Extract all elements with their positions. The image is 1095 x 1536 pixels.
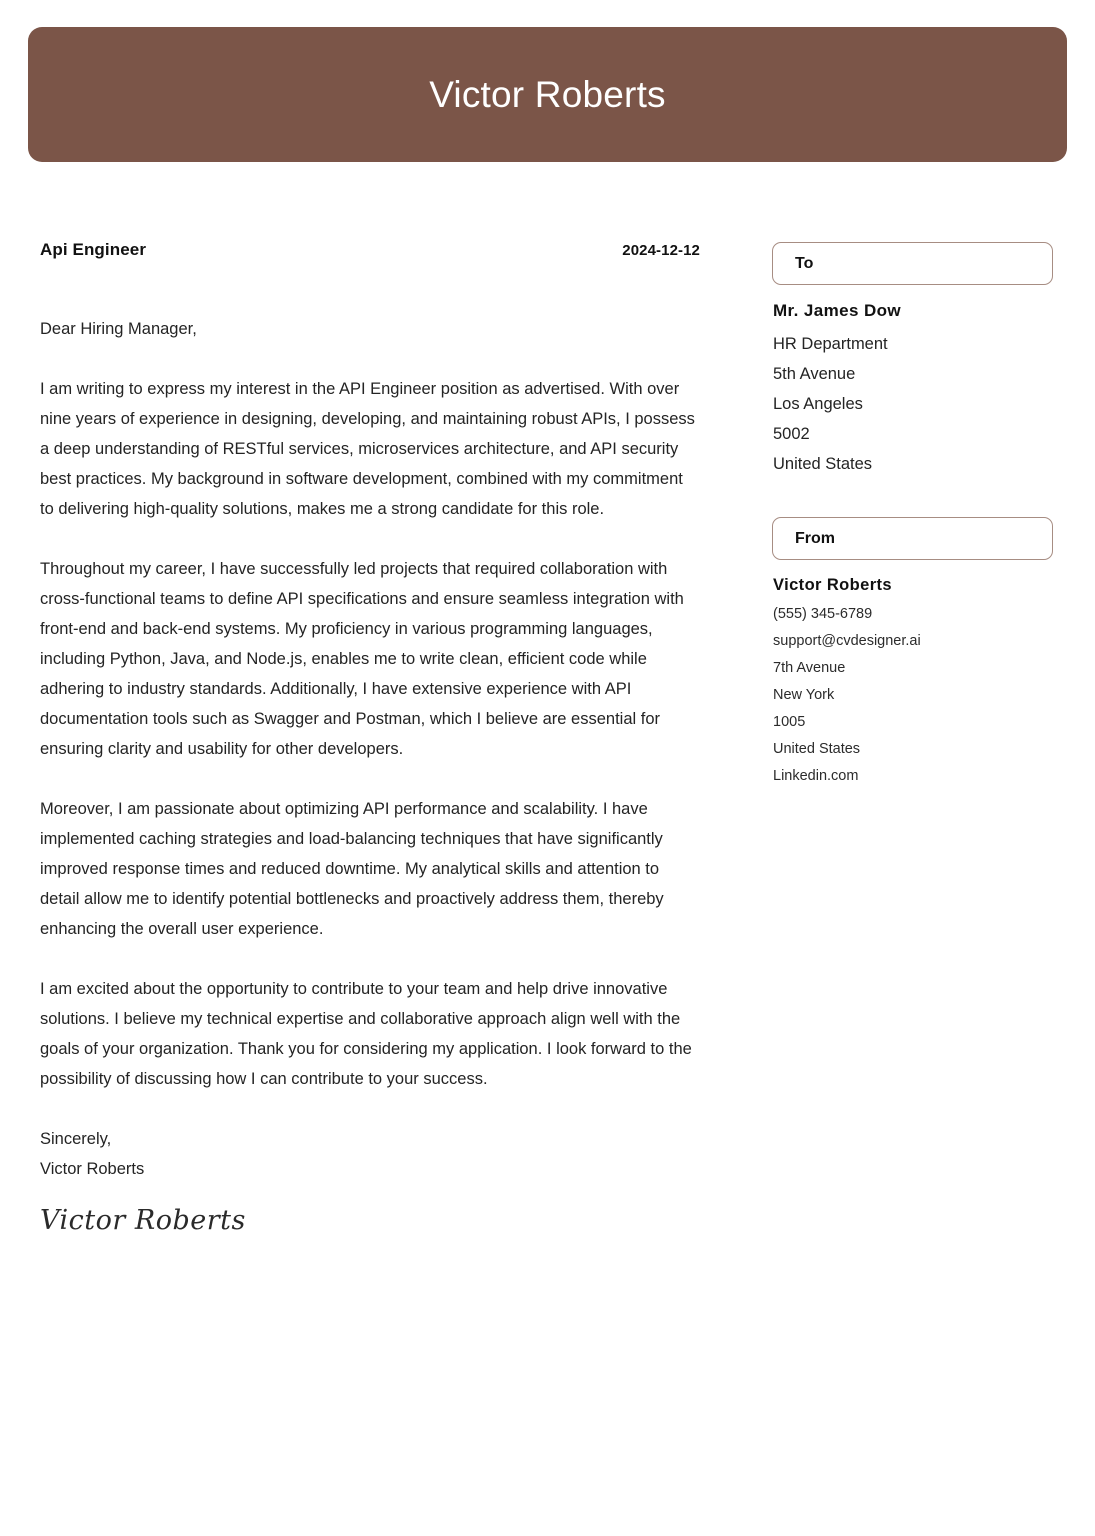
recipient-address-line: 5002 [773,425,810,443]
sender-box-label: From [795,529,835,547]
address-column [740,162,1095,828]
sender-address-line: United States [773,741,861,757]
recipient-address-line: HR Department [773,335,888,353]
sender-address-line: New York [773,687,835,703]
sender-phone: (555) 345-6789 [773,606,873,622]
recipient-box-label: To [795,254,814,272]
recipient-address-line: 5th Avenue [773,365,856,383]
closing-word: Sincerely, [40,1130,112,1148]
letter-closing [40,1124,700,1184]
recipient-address-line: United States [773,455,873,473]
letter-paragraph: Throughout my career, I have successfully led projects that required collaboration with cross-functional teams to define API specifications and ensure seamless integration with front-end and back-end systems. My proficiency in various programming languages, including Python, Java, and Node.js, enables me to write clean, efficient code while adhering to industry standards. Additionally, I have extensive experience with API documentation tools such as Swagger and Postman, which I believe are essential for ensuring clarity and usability for other developers. [40,560,684,758]
recipient-address-line: Los Angeles [773,395,863,413]
sender-box[interactable] [772,517,1053,560]
recipient-name: Mr. James Dow [773,301,902,320]
salutation: Dear Hiring Manager, [40,320,197,338]
sender-address-block [772,576,1053,790]
letter-meta-row [40,240,700,260]
letter-paragraph: I am excited about the opportunity to contribute to your team and help drive innovative solutions. I believe my technical expertise and collaborative approach align well with the goals of your organization. Thank you for considering my application. I look forward to the possibility of discussing how I can contribute to your success. [40,980,692,1088]
document-content [0,162,1095,1236]
job-title: Api Engineer [40,240,147,259]
sender-name: Victor Roberts [773,576,892,594]
header-banner [28,27,1067,162]
sender-website: Linkedin.com [773,768,859,784]
sender-email: support@cvdesigner.ai [773,633,921,649]
closing-name: Victor Roberts [40,1160,145,1178]
letter-paragraph: I am writing to express my interest in the API Engineer position as advertised. With over nine years of experience in designing, developing, and maintaining robust APIs, I possess a deep understanding of RESTful services, microservices architecture, and API security best practices. My background in software development, combined with my commitment to delivering high-quality solutions, makes me a strong candidate for this role. [40,380,695,518]
sender-address-line: 1005 [773,714,806,730]
letter-column [0,162,740,1236]
page-title: Victor Roberts [429,74,666,115]
signature: Victor Roberts [40,1205,246,1236]
recipient-address-block [772,301,1053,479]
letter-paragraph: Moreover, I am passionate about optimizing API performance and scalability. I have implemented caching strategies and load-balancing techniques that have significantly improved response times and reduced downtime. My analytical skills and attention to detail allow me to identify potential bottlenecks and proactively address them, thereby enhancing the overall user experience. [40,800,664,938]
recipient-box[interactable] [772,242,1053,285]
sender-address-line: 7th Avenue [773,660,846,676]
letter-date: 2024-12-12 [622,242,700,259]
